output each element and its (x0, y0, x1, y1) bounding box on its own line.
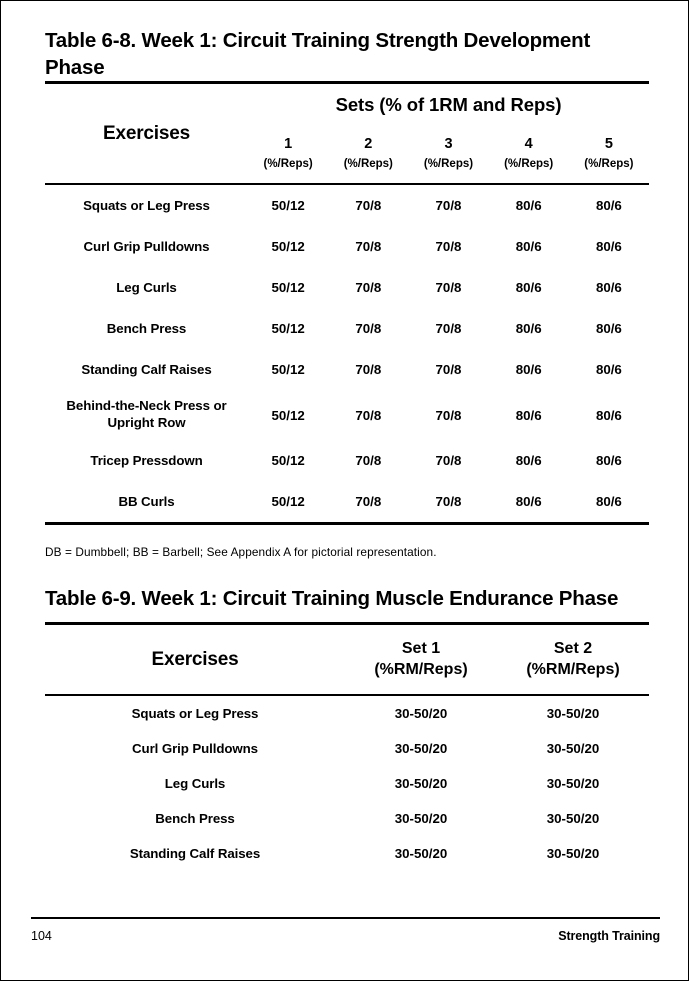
set-col-header (328, 134, 408, 173)
set-value: 80/6 (515, 362, 542, 378)
set-name: Set 2 (553, 640, 593, 658)
set-sublabel: (%RM/Reps) (526, 660, 620, 678)
set-value: 80/6 (595, 239, 622, 255)
set-value: 70/8 (355, 239, 382, 255)
table-row (45, 696, 649, 731)
set-value: 50/12 (271, 407, 305, 423)
set-value: 80/6 (595, 407, 622, 423)
set-value: 80/6 (595, 280, 622, 296)
table-row (45, 349, 649, 390)
set-value: 50/12 (271, 280, 305, 296)
table-6-9-head (45, 625, 649, 694)
set-value: 30-50/20 (546, 776, 600, 792)
set-value: 50/12 (271, 453, 305, 469)
table-6-8-head (45, 84, 649, 183)
set-value: 80/6 (595, 494, 622, 510)
set-value: 70/8 (435, 453, 462, 469)
set-sublabel: (%/Reps) (343, 158, 393, 171)
table-row (45, 226, 649, 267)
table-6-8-body (45, 185, 649, 522)
exercise-name: Squats or Leg Press (131, 706, 259, 722)
exercise-name: Tricep Pressdown (90, 452, 203, 468)
table-6-8-body-wrap (45, 185, 649, 522)
set-value: 80/6 (595, 453, 622, 469)
set-number: 4 (524, 135, 533, 152)
table-6-8-sets-header (248, 84, 649, 183)
page-content (45, 1, 649, 871)
set-value: 70/8 (435, 198, 462, 214)
table-6-8-footnote: DB = Dumbbell; BB = Barbell; See Appendix A for pictorial representation. (45, 545, 437, 560)
table-6-9-set2-header (497, 625, 649, 694)
set-value: 80/6 (515, 453, 542, 469)
table-6-9-exercises-header (45, 625, 345, 694)
set-value: 80/6 (595, 321, 622, 337)
set-value: 50/12 (271, 362, 305, 378)
table-6-8 (45, 84, 649, 183)
set-col-header (408, 134, 488, 173)
table-6-9-body-wrap (45, 696, 649, 871)
set-value: 70/8 (355, 362, 382, 378)
set-value: 80/6 (515, 494, 542, 510)
set-value: 70/8 (435, 407, 462, 423)
page-number: 104 (31, 929, 52, 943)
set-value: 70/8 (355, 321, 382, 337)
sets-span-label: Sets (% of 1RM and Reps) (335, 94, 562, 116)
set-value: 30-50/20 (394, 811, 448, 827)
set-value: 50/12 (271, 321, 305, 337)
set-sublabel: (%RM/Reps) (374, 660, 468, 678)
table-row (45, 267, 649, 308)
set-value: 30-50/20 (546, 846, 600, 862)
set-value: 70/8 (355, 453, 382, 469)
page-footer (31, 917, 660, 943)
set-value: 70/8 (355, 407, 382, 423)
set-value: 70/8 (355, 494, 382, 510)
exercise-name: Standing Calf Raises (129, 846, 261, 862)
table-row (45, 731, 649, 766)
set-value: 80/6 (595, 362, 622, 378)
exercise-name: Standing Calf Raises (81, 361, 212, 377)
table-row (45, 481, 649, 522)
exercise-name: Curl Grip Pulldowns (83, 238, 210, 254)
set-value: 50/12 (271, 494, 305, 510)
exercises-label: Exercises (151, 648, 239, 670)
exercise-name: Leg Curls (164, 776, 226, 792)
table-6-9 (45, 625, 649, 694)
set-value: 70/8 (435, 494, 462, 510)
set-name: Set 1 (401, 640, 441, 658)
set-value: 30-50/20 (394, 741, 448, 757)
set-col-header (569, 134, 649, 173)
running-head: Strength Training (558, 929, 660, 943)
exercise-name: Leg Curls (116, 279, 177, 295)
table-row (45, 308, 649, 349)
set-value: 30-50/20 (394, 846, 448, 862)
table-6-9-body (45, 696, 649, 871)
set-value: 70/8 (435, 321, 462, 337)
set-value: 70/8 (435, 362, 462, 378)
set-value: 30-50/20 (546, 706, 600, 722)
table-6-8-title: Table 6-8. Week 1: Circuit Training Strength Development Phase (45, 29, 591, 80)
table-row (45, 440, 649, 481)
set-sublabel: (%/Reps) (584, 158, 634, 171)
set-number: 1 (284, 135, 293, 152)
set-sublabel: (%/Reps) (423, 158, 474, 171)
exercise-name: Curl Grip Pulldowns (132, 741, 258, 757)
set-value: 30-50/20 (394, 776, 448, 792)
exercise-name: BB Curls (118, 493, 175, 509)
exercises-label: Exercises (103, 122, 190, 144)
set-value: 30-50/20 (394, 706, 448, 722)
set-col-header (489, 134, 569, 173)
set-sublabel: (%/Reps) (263, 158, 313, 171)
table-6-8-exercises-header (45, 84, 248, 183)
exercise-name: Behind-the-Neck Press or Upright Row (66, 398, 227, 431)
set-number: 5 (604, 135, 613, 152)
set-value: 50/12 (271, 198, 305, 214)
exercise-name: Squats or Leg Press (83, 197, 210, 213)
set-col-header (248, 134, 328, 173)
set-value: 80/6 (515, 321, 542, 337)
table-row (45, 766, 649, 801)
set-value: 50/12 (271, 239, 305, 255)
table-row (45, 185, 649, 226)
set-value: 80/6 (515, 407, 542, 423)
set-value: 70/8 (435, 280, 462, 296)
exercise-name: Bench Press (106, 320, 187, 336)
set-value: 70/8 (355, 280, 382, 296)
table-row (45, 390, 649, 440)
set-sublabel: (%/Reps) (504, 158, 554, 171)
set-number: 2 (364, 135, 373, 152)
set-value: 70/8 (435, 239, 462, 255)
table-6-9-title: Table 6-9. Week 1: Circuit Training Muscle Endurance Phase (45, 587, 619, 611)
set-value: 80/6 (515, 239, 542, 255)
table-6-9-set1-header (345, 625, 497, 694)
exercise-name: Bench Press (155, 811, 235, 827)
set-value: 30-50/20 (546, 741, 600, 757)
set-value: 30-50/20 (546, 811, 600, 827)
set-value: 80/6 (515, 280, 542, 296)
set-value: 70/8 (355, 198, 382, 214)
set-value: 80/6 (515, 198, 542, 214)
table-row (45, 836, 649, 871)
table-row (45, 801, 649, 836)
set-value: 80/6 (595, 198, 622, 214)
set-number: 3 (444, 135, 453, 152)
